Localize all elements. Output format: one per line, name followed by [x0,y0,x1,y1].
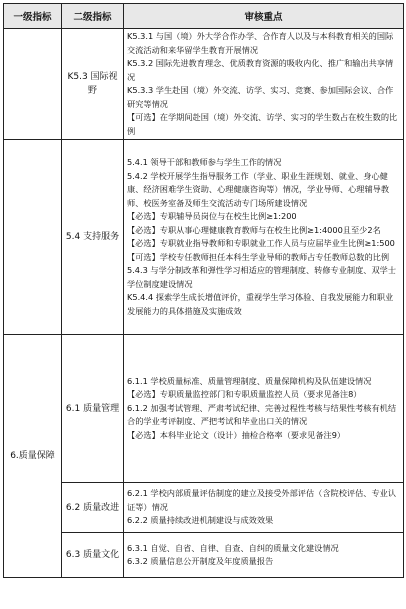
audit-point: 5.4.2 学校开展学生指导服务工作（学业、职业生涯规划、就业、身心健康、经济困难学生资助、心理健康咨询等）情况，学业导师、心理辅导教师、校医务室备及师生交流活动专门场所建设情况 [127,170,390,208]
level2-cell-5-4: 5.4 支持服务 [62,140,124,335]
level1-cell-empty [4,29,62,140]
audit-point: 【必选】本科毕业论文（设计）抽检合格率（要求见备注9） [127,429,346,440]
audit-point: K5.3.1 与国（境）外大学合作办学、合作育人以及与本科教育相关的国际交流活动和来华留学生教育开展情况 [127,31,394,55]
table-row-k5-3 [4,29,404,140]
audit-point: 6.3.2 质量信息公开制度及年度质量报告 [127,556,274,566]
audit-point: 6.1.2 加强考试管理、严肃考试纪律、完善过程性考核与结果性考核有机结合的学业考评制度、严把考试和毕业出口关的情况 [127,402,397,427]
table-row-6-2 [4,483,404,533]
level2-cell-6-2: 6.2 质量改进 [62,483,124,533]
audit-points-5-4 [124,140,404,335]
table-row-6-1 [4,335,404,483]
audit-point: 【必选】专职辅导员岗位与在校生比例≥1:200 [127,211,297,221]
level1-cell-empty [4,140,62,335]
audit-table [3,3,404,578]
audit-point: 6.2.2 质量持续改进机制建设与成效效果 [127,515,274,526]
level2-cell-6-1: 6.1 质量管理 [62,335,124,483]
audit-points-6-3 [124,533,404,578]
audit-point: K5.3.2 国际先进教育理念、优质教育资源的吸收内化、推广和输出共享情况 [127,58,394,82]
audit-point: 【必选】专职就业指导教师和专职就业工作人员与应届毕业生比例≥1:500 [127,238,395,248]
audit-point: 【可选】学校专任教师担任本科生学业导师的教师占专任教师总数的比例 [127,251,390,262]
audit-point: 【可选】在学期间赴国（境）外交流、访学、实习的学生数占在校生数的比例 [127,112,398,136]
audit-point: K5.3.3 学生赴国（境）外交流、访学、实习、竞赛、参加国际会议、合作研究等情况 [127,85,394,109]
audit-point: 5.4.1 领导干部和教师参与学生工作的情况 [127,157,282,167]
header-audit-focus: 审核重点 [124,4,404,29]
audit-points-k5-3 [124,29,404,140]
table-header-row [4,4,404,29]
table-row-6-3 [4,533,404,578]
level1-cell-quality-assurance: 6.质量保障 [4,335,62,578]
audit-point: 6.3.1 自觉、自省、自律、自查、自纠的质量文化建设情况 [127,542,339,553]
audit-point: 【必选】专职从事心理健康教育教师与在校生比例≥1:4000且至少2名 [127,224,381,235]
table-row-5-4 [4,140,404,335]
header-level1: 一级指标 [4,4,62,29]
audit-point: 【必选】专职质量监控部门和专职质量监控人员（要求见备注8） [127,389,362,400]
audit-points-6-2 [124,483,404,533]
level2-cell-6-3: 6.3 质量文化 [62,533,124,578]
audit-point: 6.2.1 学校内部质量评估制度的建立及接受外部评估（含院校评估、专业认证等）情况 [127,488,397,512]
audit-point: 5.4.3 与学分制改革和弹性学习相适应的管理制度、转修专业制度、双学士学位制度建设情况 [127,265,397,289]
header-level2: 二级指标 [62,4,124,29]
audit-point: K5.4.4 探索学生成长增值评价，重视学生学习体验、自我发展能力和职业发展能力的具体措施及实施成效 [127,292,394,316]
audit-points-6-1 [124,335,404,483]
level2-cell-k5-3: K5.3 国际视野 [62,29,124,140]
audit-point: 6.1.1 学校质量标准、质量管理制度、质量保障机构及队伍建设情况 [127,375,372,386]
